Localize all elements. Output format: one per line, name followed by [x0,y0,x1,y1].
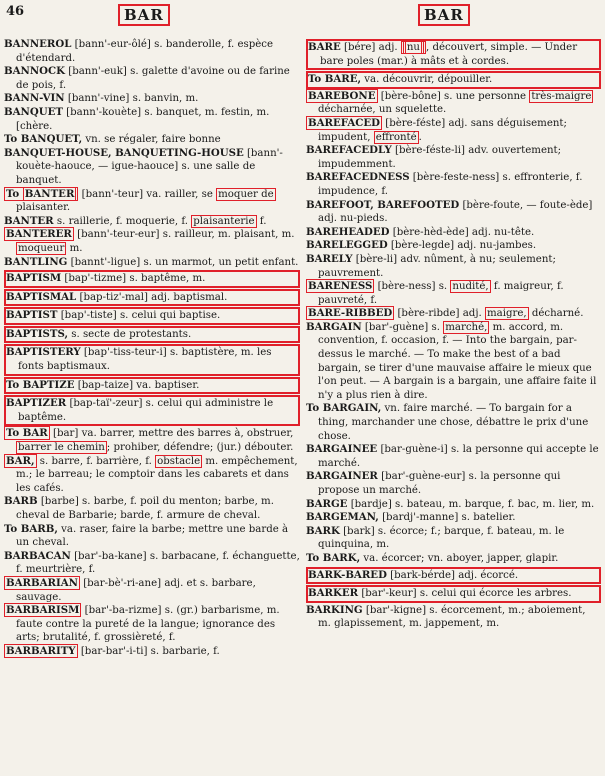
dictionary-entry: BANNEROL [bann'-eur-ôlé] s. banderolle, f. espèce d'étendard. [4,38,273,64]
highlight-box: BAR, [6,454,35,467]
dictionary-entry: BARB [barbe] s. barbe, f. poil du menton; barbe, m. cheval de Barbarie; barde, f. armure de cheval. [4,495,274,521]
dictionary-entry: BAPTISMAL [bap-tiz'-mal] adj. baptismal. [4,289,300,307]
running-head-right: BAR [418,4,470,26]
dictionary-entry: To BARE, va. découvrir, dépouiller. [306,71,601,89]
left-column [4,38,300,659]
dictionary-entry: BANTER s. raillerie, f. moquerie, f. plaisanterie f. [4,214,267,227]
dictionary-entry: To BAR [bar] va. barrer, mettre des barres à, obstruer, barrer le chemin ; prohiber, défendre; (jur.) débouter. [6,427,294,454]
dictionary-entry: BAREBONE [bère-bône] s. une personne très-maigre décharnée, un squelette. [308,89,592,116]
dictionary-entry: To BARB, va. raser, faire la barbe; mettre une barde à un cheval. [4,522,289,549]
highlight-box: BANTERER [6,228,72,241]
dictionary-entry: BARBARISM [bar'-ba-rizme] s. (gr.) barbarisme, m. faute contre la pureté de la langue; ignorance des arts; brutalité, f. grossièreté, f. [6,604,280,644]
highlight-box: plaisanterie [193,215,255,227]
highlight-box: moquer de [218,188,274,200]
highlight-box: effronté [375,131,417,143]
highlight-box: BANTER [24,187,75,200]
dictionary-entry: BARK [bark] s. écorce; f.; barque, f. bateau, m. le quinquina, m. [306,524,565,551]
highlight-box: nu [406,42,420,53]
dictionary-entry: BARKER [bar'-keur] s. celui qui écorce les arbres. [306,585,601,603]
dictionary-entry: BANTERER [bann'-teur-eur] s. railleur, m. plaisant, m. moqueur m. [6,228,295,254]
highlight-box: BAREBONE [308,89,376,102]
highlight-box: obstacle [157,455,201,467]
dictionary-entry: BARGAIN [bar'-guène] s. marché, m. accord, m. convention, f. occasion, f. — Into the bargain, par-dessus le marché. — To make the best of a bad bargain, se tirer d'une mauvaise affaire le mieux que l'on peut. — A bargain is a bargain, une affaire faite il n'y a plus rien à dire. [306,320,597,401]
dictionary-entry: BAR, s. barre, f. barrière, f. obstacle m. empêchement, m.; le barreau; le comptoir dans les cabarets et dans les cafés. [6,454,298,494]
dictionary-entry: BARBARITY [bar-bar'-i-ti] s. barbarie, f. [6,644,220,657]
dictionary-entry: BANTLING [bannt'-ligue] s. un marmot, un petit enfant. [4,255,299,268]
highlight-box: maigre, [486,308,527,320]
dictionary-entry: BARELEGGED [bère-legde] adj. nu-jambes. [306,239,537,252]
highlight-box: BAREFACED [308,116,380,129]
running-head-left: BAR [118,4,170,26]
highlight-box: BARBARITY [6,644,76,657]
dictionary-entry: BAREHEADED [bère-hèd-ède] adj. nu-tête. [306,225,535,238]
dictionary-entry: BAPTIST [bap'-tiste] s. celui qui baptise. [4,307,300,325]
dictionary-entry: BARE-RIBBED [bère-ribde] adj. maigre, décharné. [308,307,584,320]
dictionary-entry: BANQUET [bann'-kouète] s. banquet, m. festin, m. [chère. [4,105,270,132]
dictionary-entry: BARELY [bère-li] adv. nûment, à nu; seulement; pauvrement. [306,252,556,279]
highlight-box: BARBARIAN [6,576,78,589]
dictionary-entry: BARENESS [bère-ness] s. nudité, f. maigreur, f. pauvreté, f. [308,280,564,306]
dictionary-entry: BANN-VIN [bann'-vine] s. banvin, m. [4,92,199,105]
highlight-box: très-maigre [531,90,592,102]
highlight-box: barrer le chemin [18,442,105,454]
dictionary-entry: BANQUET-HOUSE, BANQUETING-HOUSE [bann'-kouète-haouce, — igue-haouce] s. une salle de banquet. [4,146,283,186]
dictionary-entry: To BANQUET, vn. se régaler, faire bonne [4,133,221,146]
highlight-box: BARBARISM [6,604,80,617]
dictionary-entry: To BARK, va. écorcer; vn. aboyer, japper, glapir. [306,551,559,564]
dictionary-entry: BAPTISTS, s. secte de protestants. [4,326,300,344]
dictionary-entry: BARGAINER [bar'-guène-eur] s. la personne qui propose un marché. [306,470,561,496]
dictionary-entry: BARBARIAN [bar-bè'-ri-ane] adj. et s. barbare, sauvage. [6,576,256,603]
dictionary-entry: BAREFACEDNESS [bère-feste-ness] s. effronterie, f. impudence, f. [306,171,583,197]
dictionary-entry: BAPTISTERY [bap'-tiss-teur-i] s. baptistère, m. les fonts baptismaux. [4,344,300,375]
highlight-box: BARE-RIBBED [308,307,393,320]
dictionary-entry: BARE [bére] adj. nu , découvert, simple. — Under bare poles (mar.) à mâts et à cordes. [306,39,601,70]
dictionary-entry: BARK-BARED [bark-bérde] adj. écorcé. [306,567,601,585]
dictionary-entry: BARGEMAN, [bardj'-manne] s. batelier. [306,511,516,524]
dictionary-entry: BARKING [bar'-kigne] s. écorcement, m.; aboiement, m. glapissement, m. jappement, m. [306,603,586,630]
highlight-box: moqueur [18,242,65,254]
highlight-box: BARENESS [308,280,373,293]
dictionary-entry: BAREFOOT, BAREFOOTED [bère-foute, — foute-ède] adj. nu-pieds. [306,198,593,225]
dictionary-entry: BARGAINEE [bar-guène-i] s. la personne qui accepte le marché. [306,443,599,469]
dictionary-entry: To BANTER [bann'-teur] va. railler, se moquer de plaisanter. [6,187,274,214]
highlight-box [401,41,426,54]
highlight-box: To BAR [6,427,48,440]
dictionary-entry: To BARGAIN, vn. faire marché. — To bargain for a thing, marchander une chose, débattre le prix d'une chose. [306,402,589,442]
dictionary-entry: BANNOCK [bann'-euk] s. galette d'avoine ou de farine de pois, f. [4,65,290,91]
highlight-box: nudité, [452,281,489,293]
dictionary-entry: BARGE [bardje] s. bateau, m. barque, f. bac, m. lier, m. [306,497,595,510]
highlight-box: To BANTER [4,187,78,201]
dictionary-entry: BARBACAN [bar'-ba-kane] s. barbacane, f. échanguette, f. meurtrière, f. [4,549,300,576]
right-column [306,38,601,631]
dictionary-entry: BAREFACEDLY [bère-féste-li] adv. ouvertement; impudemment. [306,144,562,170]
dictionary-entry: To BAPTIZE [bap-taize] va. baptiser. [4,377,300,395]
dictionary-entry: BAREFACED [bère-féste] adj. sans déguisement; impudent, effronté . [308,116,567,143]
page-number: 46 [6,4,25,19]
highlight-box [403,41,424,54]
dictionary-entry: BAPTISM [bap'-tizme] s. baptême, m. [4,270,300,288]
highlight-box: marché, [445,321,488,333]
dictionary-entry: BAPTIZER [bap-taï'-zeur] s. celui qui administre le baptême. [4,395,300,426]
